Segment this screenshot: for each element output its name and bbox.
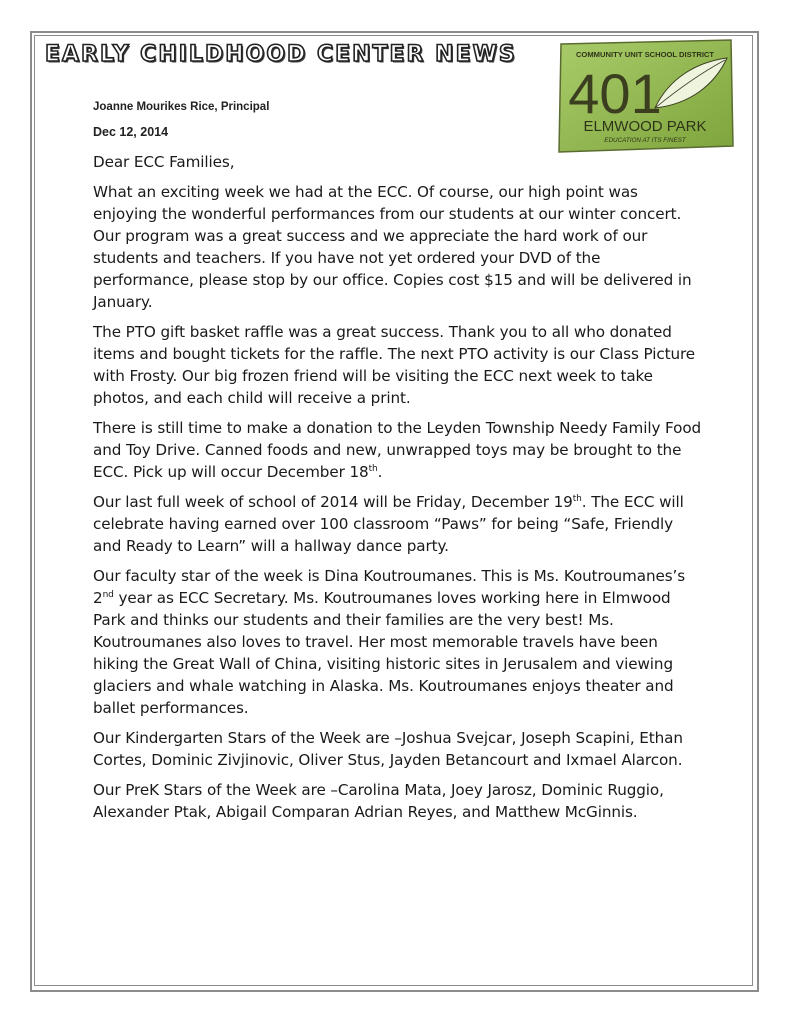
newsletter-title: EARLY CHILDHOOD CENTER NEWS — [45, 42, 517, 67]
paragraph-concert: What an exciting week we had at the ECC. Of course, our high point was enjoying the wonderful performances from our students at our winter concert. Our program was a great success and we appreciate the hard work of our students and teachers. If you have not yet ordered your DVD of the performance, please stop by our office. Copies cost $15 and will be delivered in January. — [93, 183, 692, 311]
logo-number: 401 — [568, 62, 662, 125]
logo-top-text: COMMUNITY UNIT SCHOOL DISTRICT — [575, 50, 715, 59]
paragraph-food-drive: There is still time to make a donation to the Leyden Township Needy Family Food and Toy Drive. Canned foods and new, unwrapped toys may be brought to the ECC. Pick up will occur December 18th. — [93, 419, 702, 481]
paragraph-faculty-star: Our faculty star of the week is Dina Koutroumanes. This is Ms. Koutroumanes’s 2nd year as ECC Secretary. Ms. Koutroumanes loves working here in Elmwood Park and thinks our students and their families are the very best! Ms. Koutroumanes also loves to travel. Her most memorable travels have been hiking the Great Wall of China, visiting historic sites in Jerusalem and viewing glaciers and whale watching in Alaska. Ms. Koutroumanes enjoys theater and ballet performances. — [93, 567, 686, 717]
district-logo — [557, 38, 735, 154]
paragraph-last-week: Our last full week of school of 2014 will be Friday, December 19th. The ECC will celebrate having earned over 100 classroom “Paws” for being “Safe, Friendly and Ready to Learn” will a hallway dance party. — [93, 493, 684, 555]
letter-body — [93, 151, 705, 831]
paragraph-kindergarten-stars: Our Kindergarten Stars of the Week are –Joshua Svejcar, Joseph Scapini, Ethan Cortes, Dominic Zivjinovic, Oliver Stus, Jayden Betancourt and Ixmael Alarcon. — [93, 729, 683, 769]
paragraph-pto: The PTO gift basket raffle was a great success. Thank you to all who donated items and bought tickets for the raffle. The next PTO activity is our Class Picture with Frosty. Our big frozen friend will be visiting the ECC next week to take photos, and each child will receive a print. — [93, 323, 696, 407]
logo-name: ELMWOOD PARK — [583, 118, 707, 135]
paragraph-prek-stars: Our PreK Stars of the Week are –Carolina Mata, Joey Jarosz, Dominic Ruggio, Alexander Ptak, Abigail Comparan Adrian Reyes, and Matthew McGinnis. — [93, 781, 664, 821]
greeting: Dear ECC Families, — [93, 153, 235, 171]
logo-tagline: EDUCATION AT ITS FINEST — [604, 137, 686, 144]
newsletter-date: Dec 12, 2014 — [93, 125, 169, 139]
principal-name: Joanne Mourikes Rice, Principal — [93, 101, 270, 113]
